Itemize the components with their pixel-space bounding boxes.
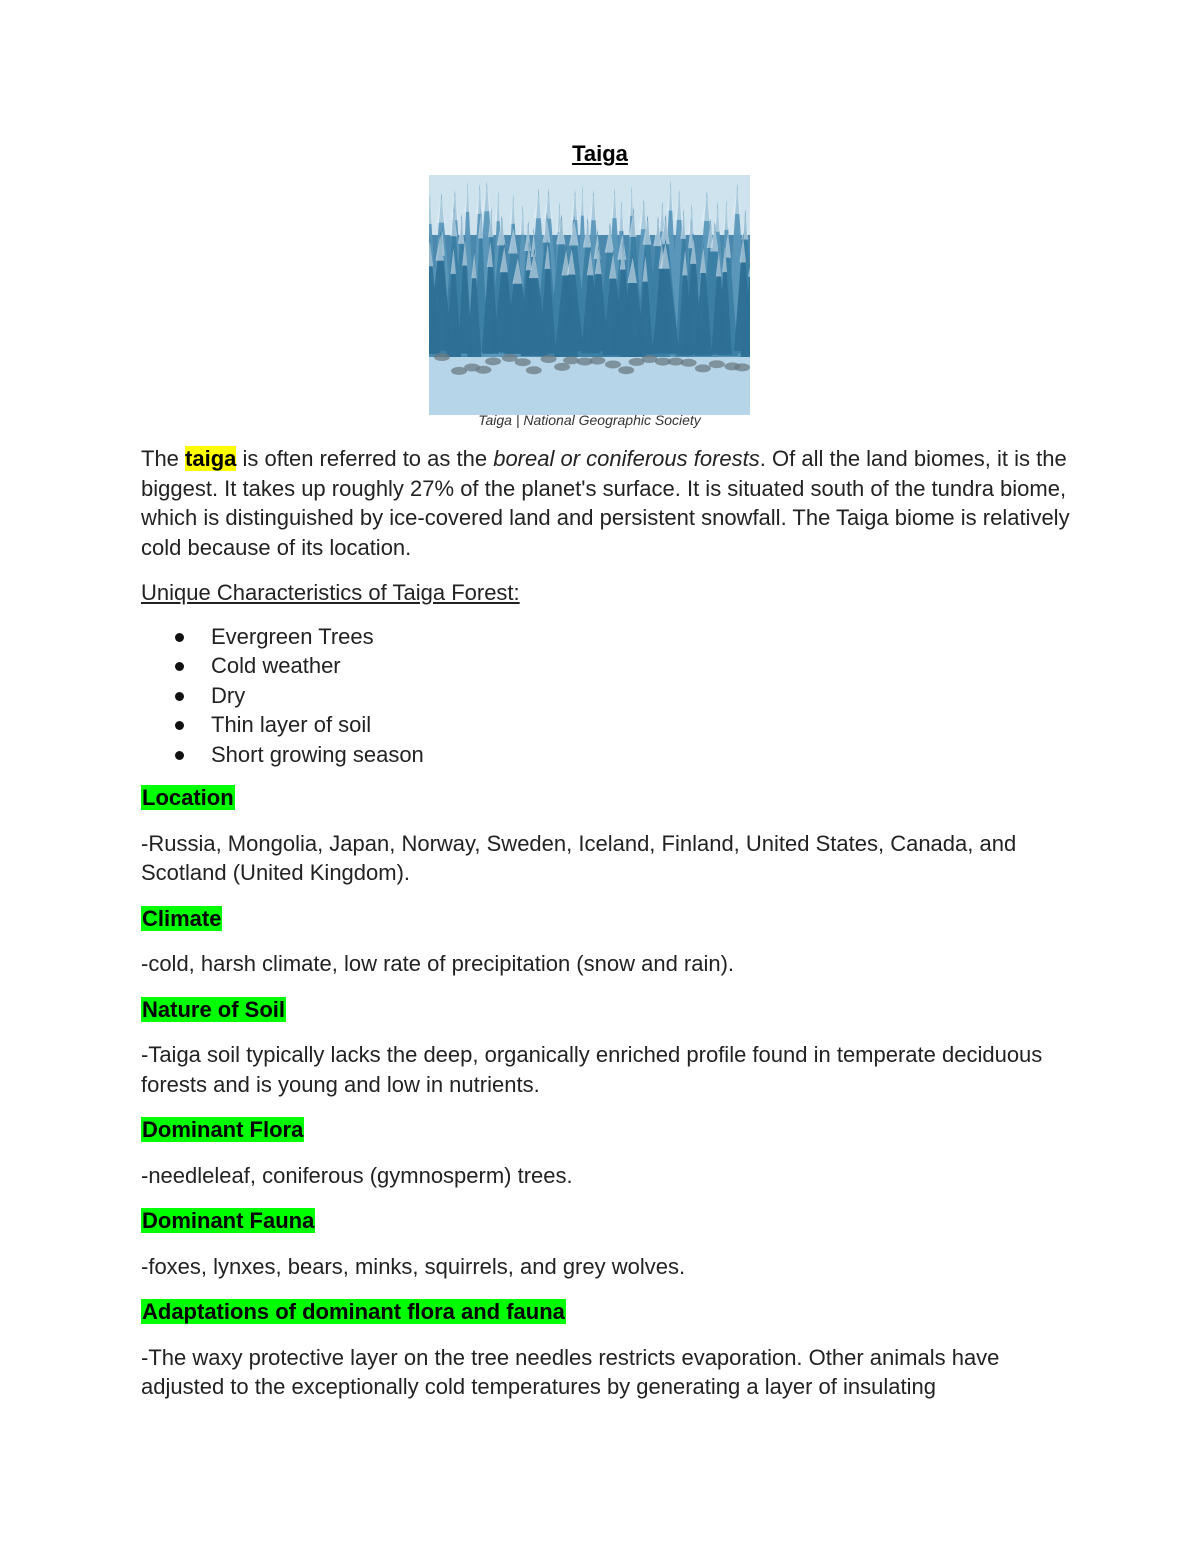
section-heading-adaptations — [141, 1297, 1081, 1327]
list-item: Cold weather — [211, 651, 1081, 681]
reindeer — [526, 366, 542, 374]
reindeer — [563, 356, 579, 364]
list-item: Thin layer of soil — [211, 710, 1081, 740]
reindeer — [618, 366, 634, 374]
list-item: Short growing season — [211, 740, 1081, 770]
intro-italic: boreal or coniferous forests — [493, 446, 760, 471]
intro-paragraph — [141, 444, 1081, 562]
list-item: Evergreen Trees — [211, 622, 1081, 652]
characteristics-heading: Unique Characteristics of Taiga Forest: — [141, 580, 520, 605]
reindeer — [502, 354, 518, 362]
document-body — [141, 444, 1081, 1418]
section-heading-fauna — [141, 1206, 1081, 1236]
heading-highlight: Nature of Soil — [142, 996, 286, 1022]
reindeer — [681, 359, 697, 367]
taiga-photo — [429, 175, 750, 415]
intro-text-1: The — [141, 446, 186, 471]
intro-text-2: is often referred to as the — [236, 446, 494, 471]
section-body-flora: -needleleaf, coniferous (gymnosperm) trees. — [141, 1162, 573, 1188]
highlighted-term: taiga — [185, 446, 237, 471]
section-heading-location — [141, 783, 1081, 813]
page-title: Taiga — [572, 141, 628, 166]
heading-highlight: Location — [142, 785, 234, 810]
reindeer — [695, 364, 711, 372]
section-body-location: -Russia, Mongolia, Japan, Norway, Sweden, Iceland, Finland, United States, Canada, and Scotland (United Kingdom). — [141, 830, 1017, 885]
list-item: Dry — [211, 681, 1081, 711]
reindeer — [475, 366, 491, 374]
heading-highlight: Dominant Flora — [142, 1117, 304, 1142]
section-body-fauna: -foxes, lynxes, bears, minks, squirrels, and grey wolves. — [141, 1253, 686, 1279]
reindeer — [605, 360, 621, 368]
taiga-forest-image — [429, 175, 750, 415]
heading-highlight: Climate — [142, 905, 222, 931]
heading-highlight: Adaptations of dominant flora and fauna — [142, 1299, 565, 1324]
reindeer — [589, 357, 605, 365]
reindeer — [541, 355, 557, 363]
reindeer — [485, 357, 501, 365]
reindeer — [554, 363, 570, 371]
section-body-climate: -cold, harsh climate, low rate of precipitation (snow and rain). — [141, 951, 735, 976]
heading-highlight: Dominant Fauna — [142, 1208, 315, 1233]
section-heading-climate — [141, 904, 1081, 934]
section-body-soil: -Taiga soil typically lacks the deep, organically enriched profile found in temperate deciduous forests and is young and low in nutrients. — [141, 1042, 1043, 1097]
section-body-adaptations: -The waxy protective layer on the tree needles restricts evaporation. Other animals have adjusted to the exceptionally cold temperatures by generating a layer of insulating — [141, 1344, 1000, 1399]
reindeer — [434, 353, 450, 361]
figure-caption: Taiga | National Geographic Society — [478, 412, 701, 428]
reindeer — [709, 360, 725, 368]
section-heading-flora — [141, 1115, 1081, 1145]
reindeer — [734, 363, 750, 371]
section-heading-soil — [141, 995, 1081, 1025]
reindeer — [515, 358, 531, 366]
characteristics-list — [141, 622, 1081, 770]
intro-text-3: . Of all the land biomes, it is the biggest. It takes up roughly 27% of the planet's surface. It is situated south of the tundra biome, which is distinguished by ice-covered land and persistent snowfall. The Taiga biome is relatively cold because of its location. — [141, 446, 1070, 560]
